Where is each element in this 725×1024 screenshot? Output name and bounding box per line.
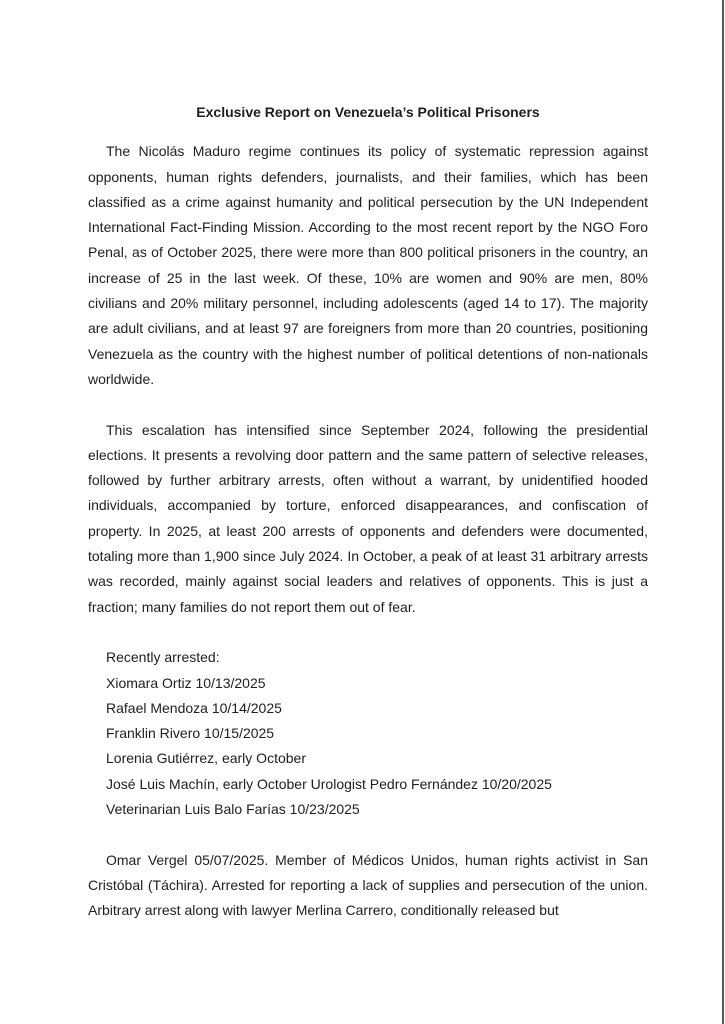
document-content: [88, 100, 648, 924]
arrest-list-item: Lorenia Gutiérrez, early October: [106, 750, 306, 767]
recently-arrested-heading: Recently arrested:: [106, 649, 220, 666]
arrest-list-item: Veterinarian Luis Balo Farías 10/23/2025: [106, 801, 360, 818]
arrest-list-item: Rafael Mendoza 10/14/2025: [106, 699, 282, 716]
paragraph-overview: The Nicolás Maduro regime continues its policy of systematic repression against opponents, human rights defenders, journalists, and their families, which has been classified as a crime against humanity and political persecution by the UN Independent International Fact-Finding Mission. According to the most recent report by the NGO Foro Penal, as of October 2025, there were more than 800 political prisoners in the country, an increase of 25 in the last week. Of these, 10% are women and 90% are men, 80% civilians and 20% military personnel, including adolescents (aged 14 to 17). The majority are adult civilians, and at least 97 are foreigners from more than 20 countries, positioning Venezuela as the country with the highest number of political detentions of non-nationals worldwide.: [88, 143, 648, 387]
paragraph-escalation: This escalation has intensified since September 2024, following the presidential elections. It presents a revolving door pattern and the same pattern of selective releases, followed by further arbitrary arrests, often without a warrant, by unidentified hooded individuals, accompanied by torture, enforced disappearances, and confiscation of property. In 2025, at least 200 arrests of opponents and defenders were documented, totaling more than 1,900 since July 2024. In October, a peak of at least 31 arbitrary arrests was recorded, mainly against social leaders and relatives of opponents. This is just a fraction; many families do not report them out of fear.: [88, 421, 648, 615]
document-title: Exclusive Report on Venezuela’s Political Prisoners: [196, 104, 540, 120]
arrest-list-item: Xiomara Ortiz 10/13/2025: [106, 674, 266, 691]
paragraph-omar-vergel: Omar Vergel 05/07/2025. Member of Médicos Unidos, human rights activist in San Cristóbal (Táchira). Arrested for reporting a lack of supplies and persecution of the union. Arbitrary arrest along with lawyer Merlina Carrero, conditionally released but: [88, 851, 648, 919]
arrest-list-item: Franklin Rivero 10/15/2025: [106, 725, 275, 742]
recently-arrested-list: [88, 645, 648, 822]
page-right-border: [722, 0, 724, 1024]
arrest-list-item: José Luis Machín, early October Urologist Pedro Fernández 10/20/2025: [106, 775, 552, 792]
